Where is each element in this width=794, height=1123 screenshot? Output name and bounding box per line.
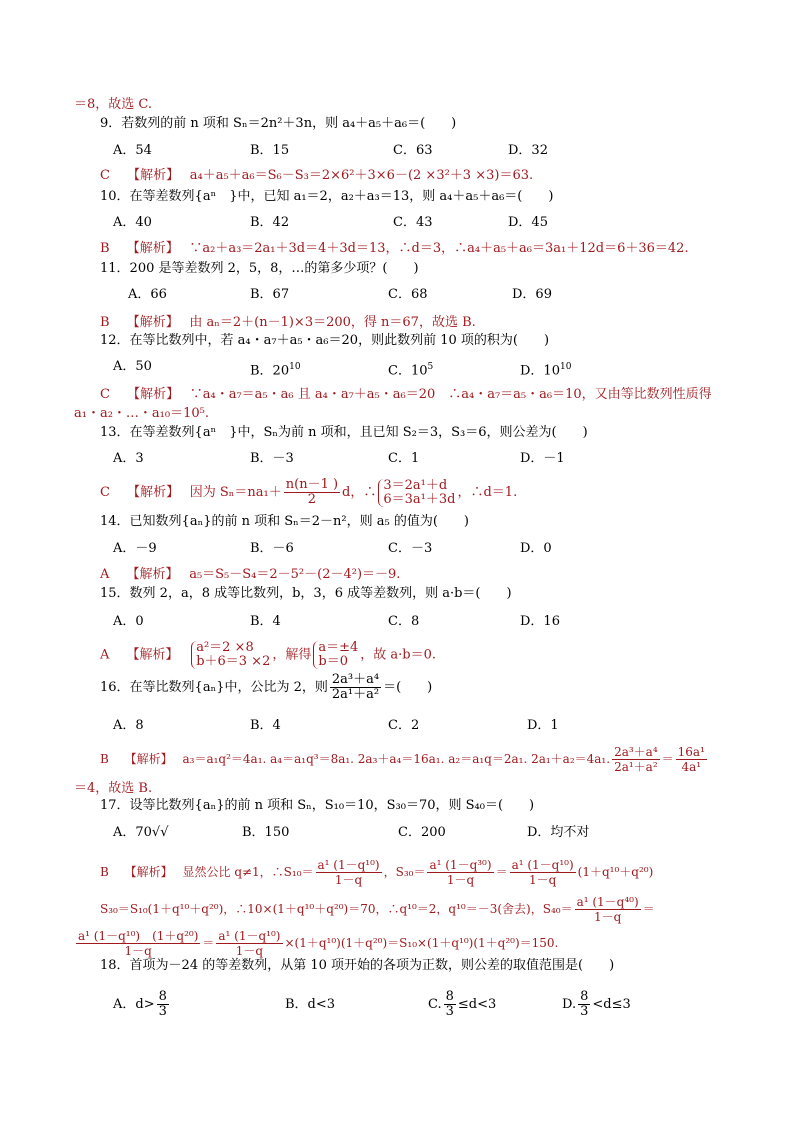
q16-explain: a₃＝a₁q²＝4a₁. a₄＝a₁q³＝8a₁. 2a₃＋a₄＝16a₁. a₂＝a₁q＝2a₁. 2a₁＋a₂＝4a₁.: [182, 752, 611, 766]
q17-l2-f-den: 1－q: [593, 910, 622, 924]
q16-option-b: B．4: [250, 718, 281, 733]
q17-l3-f2-den: 1－q: [235, 944, 264, 958]
q16-stem-a: 16．在等比数列{aₙ}中，公比为 2，则: [100, 680, 328, 695]
q18-option-a: [113, 990, 171, 1019]
q18-opt-c-fraction: [444, 990, 456, 1019]
q13-frac-num: n(n－1 ): [285, 477, 339, 492]
q18-opt-a-fraction: [157, 990, 169, 1019]
q13-sys-line1: 3＝2a¹＋d: [383, 477, 448, 493]
q16-option-c: C．2: [388, 718, 420, 733]
q17-l1-b: ，S₃₀＝: [383, 865, 426, 879]
q17-answer: B: [100, 865, 109, 879]
q9-explain: a₄＋a₅＋a₆＝S₆－S₃＝2×6²＋3×6－(2 ×3²＋3 ×3)＝63.: [189, 168, 534, 183]
q16-option-d: D．1: [527, 718, 559, 733]
q15-tag: 【解析】: [126, 647, 173, 663]
q16-sol-fraction-2: [676, 745, 707, 774]
q18-opt-d-den: 3: [580, 1004, 589, 1019]
q12-solution: [100, 387, 712, 403]
q18-opt-a-den: 3: [158, 1004, 167, 1019]
q17-solution-line1: [100, 858, 653, 887]
q17-l2-fraction: [575, 895, 641, 924]
q14-explain: a₅＝S₅－S₄＝2－5²－(2－4²)＝－9.: [189, 567, 401, 582]
q14-solution: [100, 567, 400, 583]
q11-option-b: B．67: [250, 287, 290, 302]
q15-option-c: C．8: [388, 614, 420, 629]
q15-option-d: D．16: [520, 614, 560, 629]
q10-answer: B: [100, 241, 110, 256]
q13-solution: [100, 478, 517, 507]
q17-l1-d: (1＋q¹⁰＋q²⁰): [577, 865, 654, 879]
question-10-stem: 10．在等差数列{aⁿ }中，已知 a₁＝2，a₂＋a₃＝13，则 a₄＋a₅＋a₆＝( ): [100, 189, 554, 204]
q13-sys-line2: 6＝3a¹＋3d: [383, 491, 456, 507]
q15-mid: ，解得: [272, 647, 312, 663]
q14-option-a: A．－9: [113, 541, 157, 556]
q10-option-a: A．40: [113, 215, 152, 230]
question-14-stem: 14．已知数列{aₙ}的前 n 项和 Sₙ＝2－n²，则 a₅ 的值为( ): [100, 514, 469, 529]
q17-l1-f3-den: 1－q: [528, 873, 557, 887]
q17-l1-f2-num: a¹ (1－q³⁰): [429, 858, 492, 872]
question-18-stem: 18．首项为－24 的等差数列，从第 10 项开始的各项为正数，则公差的取值范围是( ): [100, 958, 615, 973]
q18-opt-a-num: 8: [158, 989, 167, 1004]
q18-opt-d-num: 8: [580, 989, 589, 1004]
q17-l2-a: S₃₀＝S₁₀(1＋q¹⁰＋q²⁰)，∴10×(1＋q¹⁰＋q²⁰)＝70，∴q¹⁰＝2，q¹⁰＝－3(舍去)，S₄₀＝: [100, 902, 573, 916]
q12-option-c: C．$10^5$: [388, 362, 434, 379]
q14-option-b: B．－6: [250, 541, 294, 556]
q17-l1-fraction-1: [316, 858, 382, 887]
q10-tag: 【解析】: [126, 241, 173, 256]
q15-solution: [100, 641, 436, 669]
q16-tag: 【解析】: [124, 752, 167, 766]
q11-answer: B: [100, 315, 110, 330]
q17-l1-c: ＝: [495, 865, 508, 879]
q17-option-d: D．均不对: [527, 825, 590, 840]
q17-l3-fraction-2: [216, 929, 282, 958]
q16-sol-f2-num: 16a¹: [677, 745, 705, 759]
q12-tag: 【解析】: [127, 387, 173, 402]
q16-eq: ＝: [661, 752, 674, 766]
question-15-stem: 15．数列 2，a，8 成等比数列，b，3，6 成等差数列，则 a·b＝( ): [100, 586, 512, 601]
q13-answer: C: [100, 485, 110, 500]
q12-option-b: B．$20^{10}$: [250, 362, 301, 379]
question-13-stem: 13．在等差数列{aⁿ }中，Sₙ为前 n 项和，且已知 S₂＝3，S₃＝6，则公差为( ): [100, 425, 588, 440]
q16-frac-num: 2a³＋a⁴: [331, 672, 380, 687]
q17-l3-a: ＝: [202, 936, 215, 950]
q18-opt-c-num: 8: [445, 989, 454, 1004]
q9-option-a: A．54: [113, 143, 152, 158]
q17-l3-f1-den: 1－q: [124, 944, 152, 958]
q13-system: [378, 479, 455, 507]
q11-option-d: D．69: [512, 287, 552, 302]
q10-option-b: B．42: [250, 215, 290, 230]
question-16-stem: [100, 673, 432, 702]
q9-option-b: B．15: [250, 143, 290, 158]
question-12-stem: 12．在等比数列中，若 a₄・a₇＋a₅・a₆＝20，则此数列前 10 项的积为( ): [100, 333, 550, 348]
q9-answer: C: [100, 168, 110, 183]
q13-option-a: A．3: [113, 451, 144, 466]
q15-answer: A: [100, 647, 110, 663]
q18-opt-d-pre: D.: [562, 997, 577, 1012]
q15-sys1-line1: a²＝2 ×8: [196, 640, 254, 655]
q10-option-d: D．45: [508, 215, 548, 230]
q12-option-a: A．50: [113, 359, 152, 374]
q17-l3-fraction-1: [76, 929, 200, 958]
q16-fraction: [330, 673, 381, 702]
q16-stem-b: ＝( ): [383, 680, 433, 695]
q11-option-a: A．66: [128, 287, 167, 302]
q13-fraction: [284, 478, 340, 507]
q17-l3-f2-num: a¹ (1－q¹⁰): [218, 929, 281, 943]
q17-l1-f2-den: 1－q: [446, 873, 475, 887]
q13-frac-den: 2: [307, 492, 317, 507]
q16-sol-f1-num: 2a³＋a⁴: [614, 745, 658, 759]
q14-option-c: C．－3: [388, 541, 433, 556]
q11-solution: [100, 315, 476, 331]
q17-l2-f-num: a¹ (1－q⁴⁰): [576, 895, 639, 909]
q17-solution-line2: [100, 895, 655, 924]
q18-opt-d-fraction: [578, 990, 590, 1019]
q18-opt-c-den: 3: [445, 1004, 454, 1019]
q13-explain-c: ，∴d＝1.: [457, 485, 518, 500]
q17-solution-line3: [74, 929, 558, 958]
q10-solution: [100, 241, 689, 257]
question-17-stem: 17．设等比数列{aₙ}的前 n 项和 Sₙ，S₁₀＝10，S₃₀＝70，则 S₄₀＝( ): [100, 798, 535, 813]
q17-l1-f3-num: a¹ (1－q¹⁰): [511, 858, 574, 872]
q16-answer: B: [100, 752, 109, 766]
q18-opt-c-pre: C.: [428, 997, 442, 1012]
q16-sol-f2-den: 4a¹: [681, 760, 702, 774]
q16-solution: [100, 745, 709, 774]
q9-tag: 【解析】: [127, 168, 173, 183]
q15-option-a: A．0: [113, 614, 144, 629]
q9-option-d: D．32: [508, 143, 548, 158]
q12-solution-cont: a₁・a₂・…・a₁₀＝10⁵.: [74, 406, 209, 421]
q16-solution-cont: ＝4，故选 B.: [74, 781, 153, 796]
q15-sys1-line2: b＋6＝3 ×2: [196, 654, 271, 669]
q13-explain-b: d，∴: [342, 485, 377, 500]
q11-tag: 【解析】: [126, 315, 173, 330]
question-11-stem: 11．200 是等差数列 2，5，8，…的第多少项？( ): [100, 261, 419, 276]
q18-option-c: [428, 990, 496, 1019]
q13-tag: 【解析】: [127, 485, 173, 500]
q17-l1-fraction-3: [510, 858, 576, 887]
q15-system-2: [313, 641, 358, 669]
q17-l1-f1-num: a¹ (1－q¹⁰): [317, 858, 380, 872]
q10-explain: ∵a₂＋a₃＝2a₁＋3d＝4＋3d＝13，∴d＝3，∴a₄＋a₅＋a₆＝3a₁＋12d＝6＋36＝42.: [189, 241, 689, 256]
q13-explain-a: 因为 Sₙ＝na₁＋: [189, 485, 282, 500]
q13-option-c: C．1: [388, 451, 420, 466]
q16-sol-fraction-1: [612, 745, 660, 774]
question-9-stem: 9．若数列的前 n 项和 Sₙ＝2n²＋3n，则 a₄＋a₅＋a₆＝( ): [100, 116, 457, 131]
q12-option-d: D．$10^{10}$: [520, 362, 572, 379]
q17-option-b: B．150: [242, 825, 290, 840]
q16-sol-f1-den: 2a¹＋a²: [614, 760, 658, 774]
q18-opt-a-pre: A．d>: [113, 997, 155, 1012]
q15-option-b: B．4: [250, 614, 281, 629]
q16-frac-den: 2a¹＋a²: [331, 687, 380, 702]
q17-l1-a: 显然公比 q≠1，∴S₁₀＝: [182, 865, 314, 879]
q18-option-b: B．d<3: [285, 997, 336, 1012]
q14-answer: A: [100, 567, 110, 582]
q15-system-1: [191, 641, 270, 669]
q13-option-b: B．－3: [250, 451, 294, 466]
q14-option-d: D．0: [520, 541, 552, 556]
q17-option-c: C．200: [398, 825, 446, 840]
q17-tag: 【解析】: [124, 865, 167, 879]
q18-opt-d-post: <d≤3: [592, 997, 631, 1012]
q15-sys2-line2: b＝0: [318, 654, 348, 669]
q11-explain: 由 aₙ＝2＋(n－1)×3＝200，得 n＝67，故选 B.: [189, 315, 476, 330]
q16-option-a: A．8: [113, 718, 144, 733]
q12-answer: C: [100, 387, 110, 402]
q9-solution: [100, 168, 533, 184]
q15-tail: ，故 a·b＝0.: [360, 647, 437, 663]
q9-option-c: C．63: [393, 143, 433, 158]
q15-sys2-line1: a＝±4: [318, 640, 359, 655]
q17-l2-b: ＝: [642, 902, 655, 916]
q13-option-d: D．－1: [520, 451, 565, 466]
q17-option-a: A．70√√: [113, 825, 169, 840]
q17-l3-b: ×(1＋q¹⁰)(1＋q²⁰)＝S₁₀×(1＋q¹⁰)(1＋q²⁰)＝150.: [284, 936, 559, 950]
q10-option-c: C．43: [393, 215, 433, 230]
q17-l3-f1-num: a¹ (1－q¹⁰) (1＋q²⁰): [78, 929, 199, 943]
q18-opt-c-post: ≤d<3: [457, 997, 497, 1012]
q11-option-c: C．68: [388, 287, 428, 302]
q17-l1-f1-den: 1－q: [334, 873, 363, 887]
q14-tag: 【解析】: [126, 567, 173, 582]
q12-explain: ∵a₄・a₇＝a₅・a₆ 且 a₄・a₇＋a₅・a₆＝20 ∴a₄・a₇＝a₅・a₆＝10，又由等比数列性质得: [189, 387, 712, 402]
top-line: ＝8，故选 C.: [74, 97, 153, 112]
q17-l1-fraction-2: [427, 858, 493, 887]
q18-option-d: [562, 990, 631, 1019]
